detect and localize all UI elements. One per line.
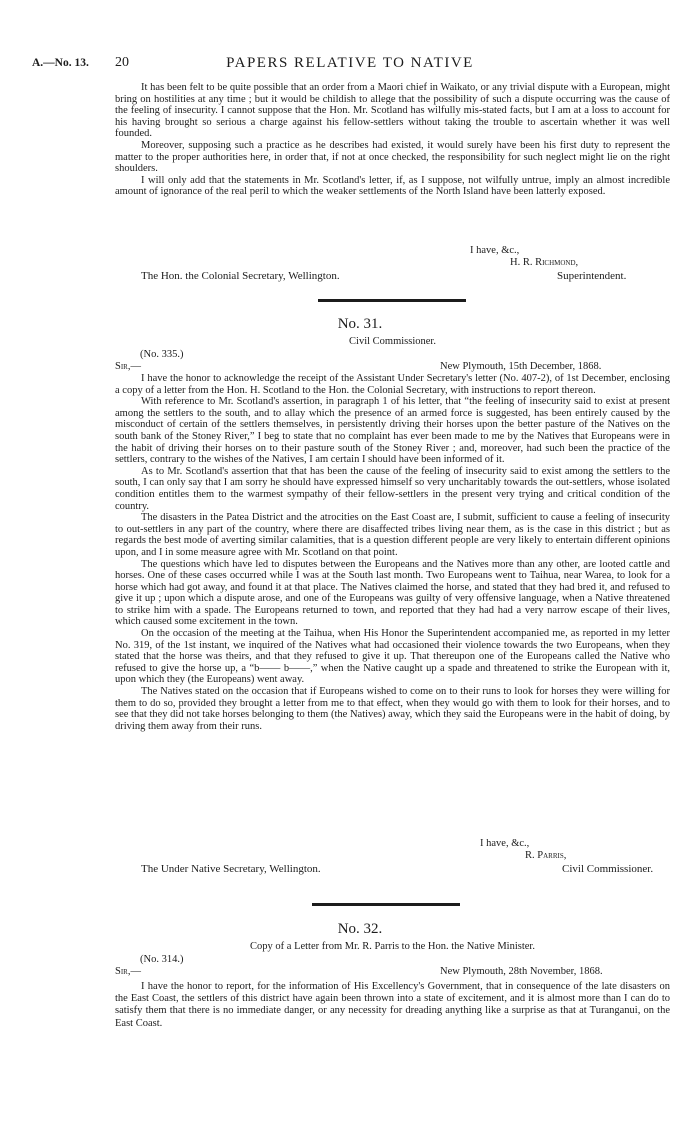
paragraph: Moreover, supposing such a practice as he describes had existed, it would surely have been his first duty to represent the matter to the proper authorities here, in order that, if not at once checked, the responsibility for such neglect might lie on the right shoulders. [115,139,670,175]
paragraph: I have the honor to report, for the information of His Excellency's Government, that in consequence of the late disasters on the East Coast, the settlers of this district have again been thrown into a state of excitement, and it is almost more than I can do to satisfy them that there is no immediate danger, or any necessity for dreading anything like a surprise as that at Turanganui, on the East Coast. [115,981,670,1029]
page-number: 20 [115,55,129,70]
document-title: Civil Commissioner. [349,336,436,347]
running-title: PAPERS RELATIVE TO NATIVE [226,55,474,71]
paragraph: With reference to Mr. Scotland's assertion, in paragraph 1 of his letter, that “the feeling of insecurity said to exist at present among the settlers to the south, and to allay which the presence of an armed force is suggested, has been entirely caused by the misconduct of certain of the settlers themselves, in persistently driving their horses upon the better pasture of the Natives on the south bank of the Stoney River,” I beg to state that no complaint has ever been made to me by the Natives that Europeans were in the habit of driving their horses on to their pasture south of the Stoney River ; and, moreover, had such been the practice of the settlers, contrary to the wishes of the Natives, I am certain I should have been informed of it. [115,396,670,466]
letter-heading [115,361,670,372]
signatory-title: Superintendent. [557,270,627,282]
addressee: The Hon. the Colonial Secretary, Wellington. [141,270,340,282]
letter-heading [115,966,670,977]
addressee: The Under Native Secretary, Wellington. [141,863,321,875]
document-number: No. 32. [337,921,383,937]
paragraph: The Natives stated on the occasion that if Europeans wished to come on to their runs to look for horses they were willing for them to do so, provided they brought a letter from me to that effect, when they would go with them to look for their horses, and to see that they did not take horses belonging to them (the Natives) away, which they said the Europeans were in the habit of doing, by driving them away from their runs. [115,686,670,732]
paragraph: The questions which have led to disputes between the Europeans and the Natives more than any other, are looted cattle and horses. One of these cases occurred while I was at the South last month. Two Europeans went to Taihua, near Warea, to look for a horse which had got away, and found it at that place. The Natives claimed the horse, and stated that they had bred it, and refused to give it up ; upon which a dispute arose, and one of the Europeans was guilty of very offensive language, when a Native threatened to strike him with a spade. The Europeans returned to town, and reported that they had had a very narrow escape of their lives, which caused some excitement in the town. [115,558,670,628]
letter-body [115,981,670,1030]
paragraph: On the occasion of the meeting at the Taihua, when His Honor the Superintendent accompanied me, as reported in my letter No. 319, of the 1st instant, we inquired of the Natives what had occasioned their violence towards the two Europeans, when they stated that the horse was theirs, and that they refused to give it up. That thereupon one of the Europeans called the Native who refused to give the horse up, a “b—— b——,” when the Native caught up a spade and threatened to strike the European with it, upon which they (the Europeans) went away. [115,628,670,686]
letter-reference: (No. 314.) [140,954,184,965]
signature: R. Parris, [525,850,567,861]
letter-body [115,373,670,732]
section-divider [318,299,466,302]
section-continuation [115,82,670,198]
paragraph: The disasters in the Patea District and the atrocities on the East Coast are, I submit, sufficient to cause a feeling of insecurity to out-settlers in any part of the country, where there are disaffected tribes living near them, as is the case in this district ; but as regards the best mode of averting similar calamities, that is a question different people are very likely to entertain different opinions upon, and I in some measure agree with Mr. Scotland on that point. [115,512,670,558]
closing-line: I have, &c., [470,245,520,256]
page-reference: A.—No. 13. [32,57,89,69]
paragraph: I will only add that the statements in Mr. Scotland's letter, if, as I suppose, not wilfully untrue, imply an almost incredible amount of ignorance of the real peril to which the weaker settlements of the North Island have been latterly exposed. [115,174,670,198]
salutation: Sir,— [115,361,141,372]
document-number: No. 31. [337,316,383,332]
paragraph: As to Mr. Scotland's assertion that that has been the cause of the feeling of insecurity said to exist among the settlers to the south, I can only say that I am sorry he should have expressed himself so very uncharitably towards the out-settlers, whose isolated condition entitles them to the warmest sympathy of their fellow-settlers in the present very trying and critical condition of the country. [115,465,670,512]
running-header [0,55,700,75]
paragraph: It has been felt to be quite possible that an order from a Maori chief in Waikato, or any trivial dispute with a European, might bring on hostilities at any time ; but it would be childish to allege that the possibility of such a dispute occurring was the cause of the feeling of insecurity. I cannot suppose that the Hon. Mr. Scotland has wilfully mis-stated facts, but I am at a loss to account for his having brought so serious a charge against his fellow-settlers without taking the trouble to ascertain whether it was well founded. [115,82,670,140]
closing-line: I have, &c., [480,838,530,849]
document-title: Copy of a Letter from Mr. R. Parris to the Hon. the Native Minister. [250,941,535,952]
paragraph: I have the honor to acknowledge the receipt of the Assistant Under Secretary's letter (No. 407-2), of 1st December, enclosing a copy of a letter from the Hon. H. Scotland to the Hon. the Colonial Secretary, with instructions to report thereon. [115,373,670,396]
signatory-title: Civil Commissioner. [562,863,654,875]
place-date: New Plymouth, 28th November, 1868. [440,966,603,977]
signature: H. R. Richmond, [510,257,579,268]
letter-reference: (No. 335.) [140,349,184,360]
place-date: New Plymouth, 15th December, 1868. [440,361,602,372]
salutation: Sir,— [115,966,141,977]
section-divider [312,903,460,906]
